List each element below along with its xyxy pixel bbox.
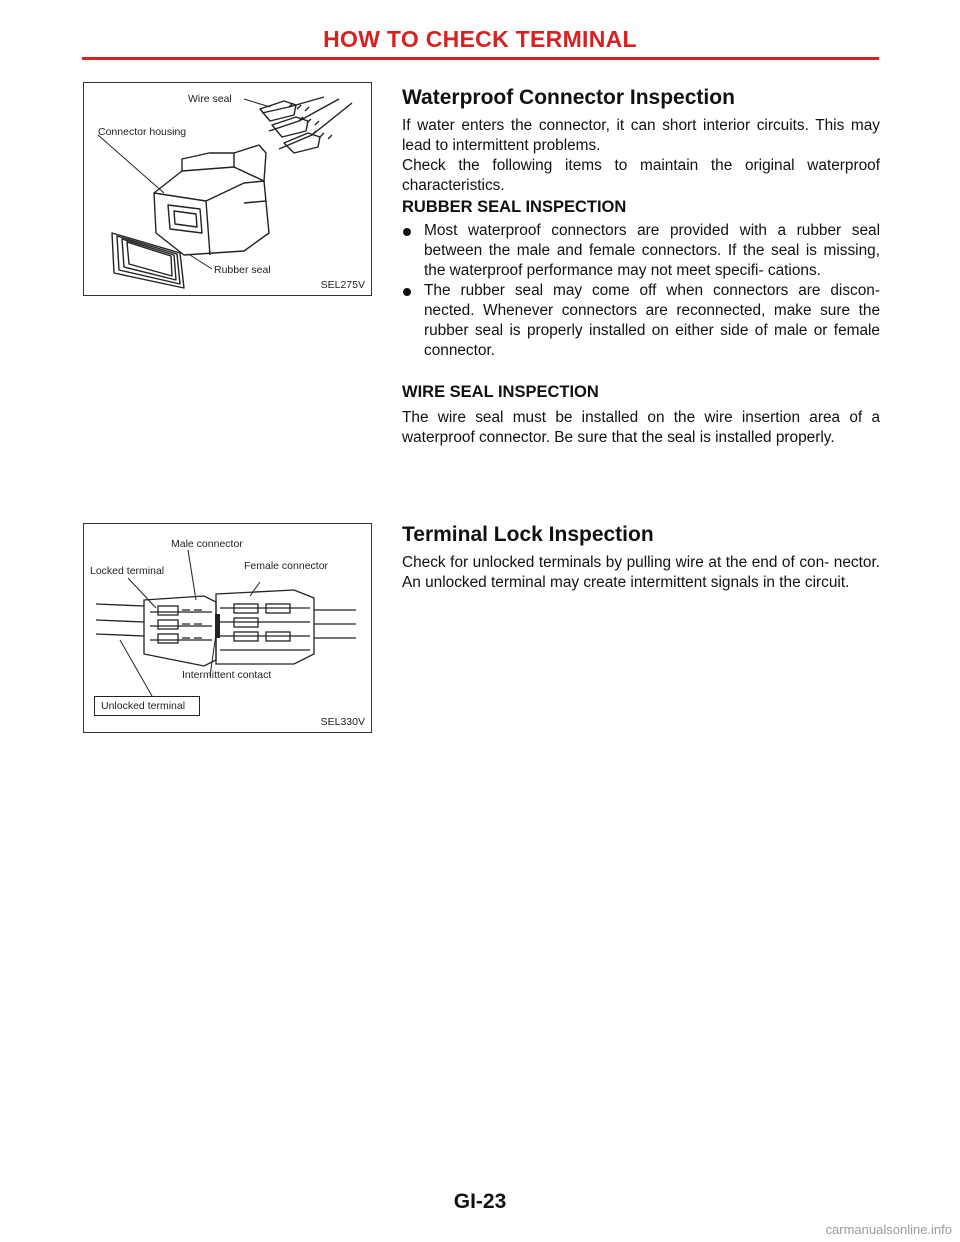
- label-connector-housing: Connector housing: [98, 126, 187, 138]
- label-intermittent-contact: Intermittent contact: [182, 669, 272, 681]
- figure-connector-seals: [83, 82, 372, 296]
- bullet-text: Most waterproof connectors are provided with a rubber seal between the male and female connectors. If the seal is missing, the waterproof performance may not meet specifi- cations.: [424, 222, 880, 279]
- terminal-lock-section: [402, 523, 880, 593]
- label-locked-terminal: Locked terminal: [90, 565, 165, 577]
- bullet-item: [402, 221, 880, 281]
- label-wire-seal: Wire seal: [188, 93, 232, 105]
- header-divider: [82, 57, 879, 60]
- figure-terminal-lock: [83, 523, 372, 733]
- waterproof-section: [402, 86, 880, 448]
- label-male-connector: Male connector: [171, 538, 243, 550]
- bullet-text: The rubber seal may come off when connectors are discon- nected. Whenever connectors are reconnected, make sure the rubber seal is properly installed on either side of male or female connector.: [424, 282, 880, 359]
- paragraph: Check the following items to maintain the original waterproof characteristics.: [402, 157, 880, 194]
- bullet-item: [402, 281, 880, 361]
- label-unlocked-terminal: Unlocked terminal: [94, 696, 200, 716]
- paragraph: If water enters the connector, it can short interior circuits. This may lead to intermittent problems.: [402, 117, 880, 154]
- paragraph: Check for unlocked terminals by pulling wire at the end of con- nector. An unlocked terminal may create intermittent signals in the circuit.: [402, 554, 880, 591]
- page-header-title: HOW TO CHECK TERMINAL: [323, 26, 637, 52]
- section-title: Waterproof Connector Inspection: [402, 86, 735, 109]
- paragraph: The wire seal must be installed on the wire insertion area of a waterproof connector. Be sure that the seal is installed properly.: [402, 409, 880, 446]
- page-number: GI-23: [453, 1190, 507, 1213]
- figure-code: SEL275V: [320, 279, 365, 291]
- bullet-dot: [403, 288, 411, 296]
- watermark: carmanualsonline.info: [825, 1222, 952, 1237]
- subsection-title: WIRE SEAL INSPECTION: [402, 383, 599, 401]
- label-rubber-seal: Rubber seal: [214, 264, 271, 276]
- bullet-dot: [403, 228, 411, 236]
- section-title: Terminal Lock Inspection: [402, 523, 654, 546]
- subsection-title: RUBBER SEAL INSPECTION: [402, 198, 627, 216]
- figure-code: SEL330V: [320, 716, 365, 728]
- label-female-connector: Female connector: [244, 560, 329, 572]
